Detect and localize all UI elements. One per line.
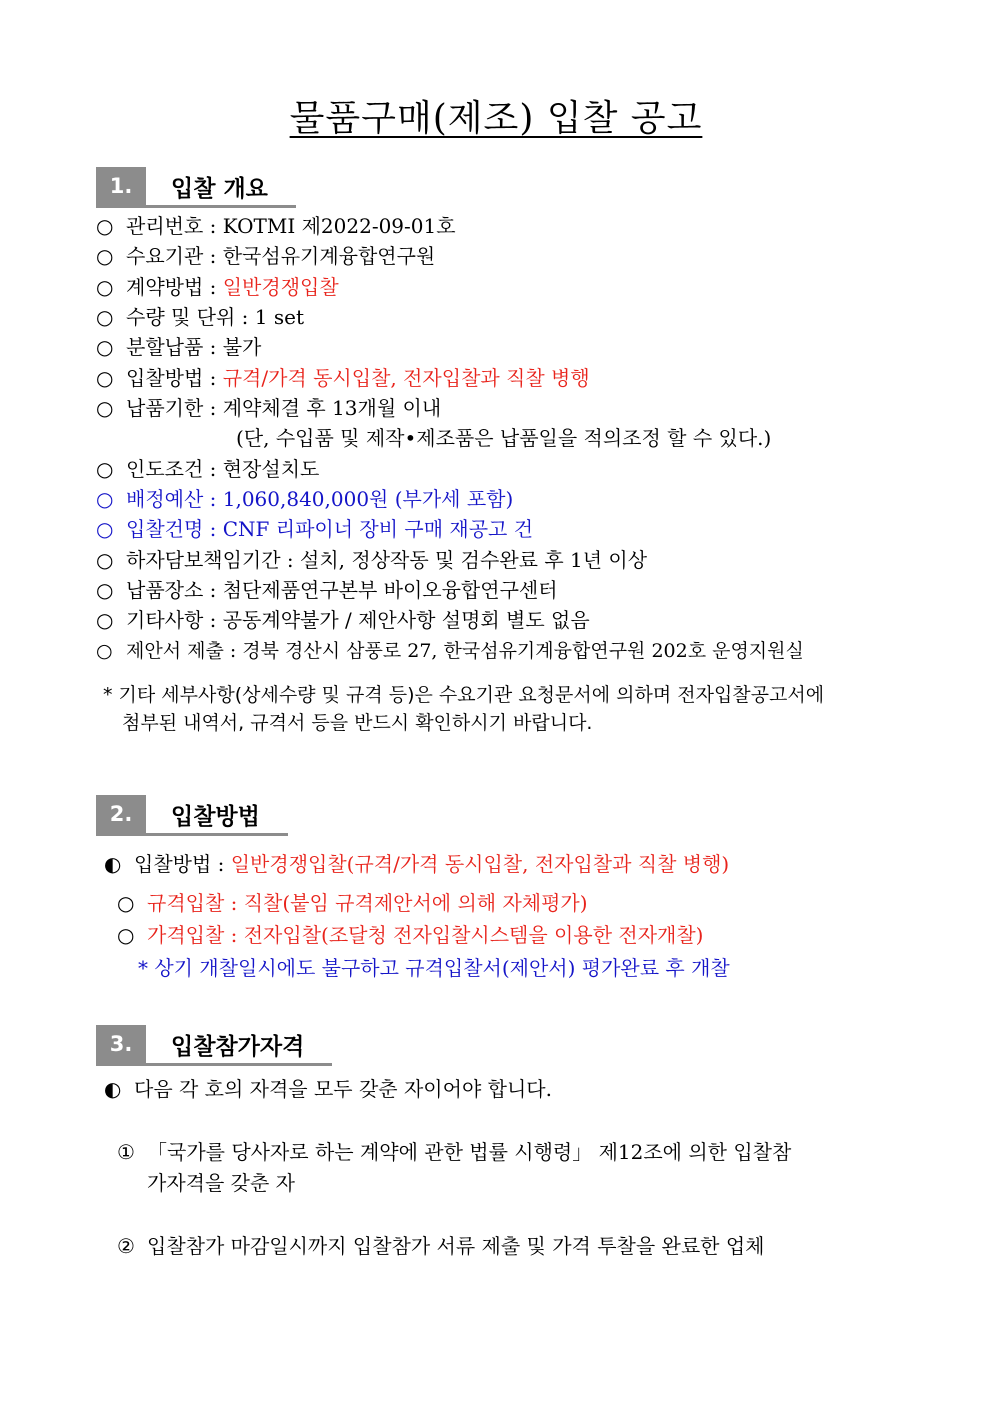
item-quantity: ○ 수량 및 단위 : 1 set: [96, 305, 304, 329]
item-etc: ○ 기타사항 : 공동계약불가 / 제안사항 설명회 별도 없음: [96, 608, 590, 632]
section-1-number: 1.: [96, 167, 146, 205]
item-delivery-terms: ○ 인도조건 : 현장설치도: [96, 457, 320, 481]
item-warranty: ○ 하자담보책임기간 : 설치, 정상작동 및 검수완료 후 1년 이상: [96, 548, 648, 572]
half-circle-icon: ◐: [104, 1077, 122, 1101]
item-proposal-submit: ○ 제안서 제출 : 경북 경산시 삼풍로 27, 한국섬유기계융합연구원 202호 운영지원실: [96, 640, 804, 662]
item-mgmt-number: ○ 관리번호 : KOTMI 제2022-09-01호: [96, 214, 456, 238]
item-delivery-period: ○ 납품기한 : 계약체결 후 13개월 이내: [96, 396, 442, 420]
section-3-title: 입찰참가자격: [171, 1033, 305, 1060]
section-2-note: * 상기 개찰일시에도 불구하고 규격입찰서(제안서) 평가완료 후 개찰: [138, 956, 730, 980]
item-contract-method: ○ 계약방법 : 일반경쟁입찰: [96, 275, 339, 299]
section-2-number: 2.: [96, 795, 146, 833]
section-1-note-line1: * 기타 세부사항(상세수량 및 규격 등)은 수요기관 요청문서에 의하며 전자입찰공고서에: [103, 684, 825, 706]
item-agency: ○ 수요기관 : 한국섬유기계융합연구원: [96, 244, 436, 268]
circled-two-mark: ②: [117, 1234, 135, 1258]
item-bid-name: ○ 입찰건명 : CNF 리파이너 장비 구매 재공고 건: [96, 517, 534, 541]
half-circle-icon: ◐: [104, 852, 122, 876]
circled-one-mark: ①: [117, 1140, 135, 1164]
item-budget: ○ 배정예산 : 1,060,840,000원 (부가세 포함): [96, 487, 514, 511]
section-1-title: 입찰 개요: [171, 175, 268, 202]
section-2-header: [96, 795, 288, 836]
qualification-1-line2: 가자격을 갖춘 자: [147, 1171, 295, 1195]
item-bid-method: ○ 입찰방법 : 규격/가격 동시입찰, 전자입찰과 직찰 병행: [96, 366, 590, 390]
item-split-delivery: ○ 분할납품 : 불가: [96, 335, 262, 359]
section-3-number: 3.: [96, 1025, 146, 1063]
section-2-price-bid: ○ 가격입찰 : 전자입찰(조달청 전자입찰시스템을 이용한 전자개찰): [117, 923, 704, 947]
item-delivery-period-note: (단, 수입품 및 제작•제조품은 납품일을 적의조정 할 수 있다.): [236, 426, 772, 450]
qualification-1-line1: ① 「국가를 당사자로 하는 계약에 관한 법률 시행령」 제12조에 의한 입찰참: [117, 1137, 791, 1167]
qualification-2: ② 입찰참가 마감일시까지 입찰참가 서류 제출 및 가격 투찰을 완료한 업체: [117, 1231, 765, 1261]
section-2-title: 입찰방법: [171, 803, 260, 830]
page-title: 물품구매(제조) 입찰 공고: [289, 98, 703, 139]
item-delivery-place: ○ 납품장소 : 첨단제품연구본부 바이오융합연구센터: [96, 578, 558, 602]
section-2-method: ◐ 입찰방법 : 일반경쟁입찰(규격/가격 동시입찰, 전자입찰과 직찰 병행): [104, 849, 729, 879]
section-3-intro: ◐ 다음 각 호의 자격을 모두 갖춘 자이어야 합니다.: [104, 1074, 552, 1104]
section-3-header: [96, 1025, 332, 1066]
section-2-spec-bid: ○ 규격입찰 : 직찰(붙임 규격제안서에 의해 자체평가): [117, 891, 588, 915]
section-1-note-line2: 첨부된 내역서, 규격서 등을 반드시 확인하시기 바랍니다.: [122, 712, 593, 734]
section-1-header: [96, 167, 296, 208]
